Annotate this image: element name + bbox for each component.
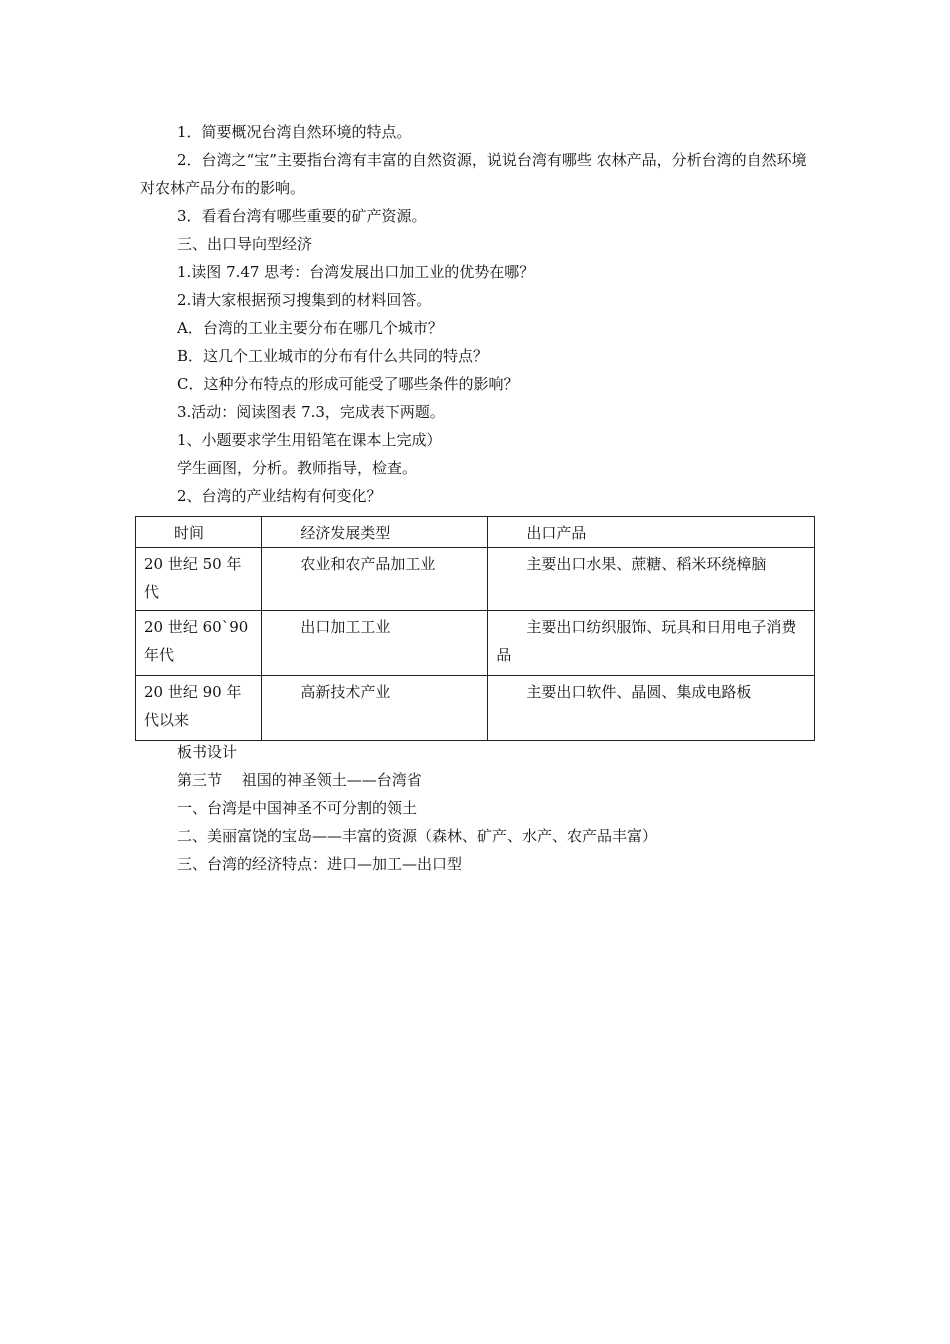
table-row	[136, 611, 815, 676]
industry-structure-table	[135, 516, 815, 741]
table-cell-products: 主要出口软件、晶圆、集成电路板	[488, 676, 815, 741]
section-3-sub-1-note: 学生画图，分析。教师指导，检查。	[177, 459, 418, 477]
section-3-item-a: A．台湾的工业主要分布在哪几个城市？	[177, 319, 443, 337]
table-cell-products: 主要出口水果、蔗糖、稻米环绕樟脑	[488, 548, 815, 611]
table-cell-type: 农业和农产品加工业	[262, 548, 488, 611]
section-3-item-c: C．这种分布特点的形成可能受了哪些条件的影响？	[177, 375, 519, 393]
table-cell-time: 20 世纪 50 年代	[136, 548, 262, 611]
board-point-3: 三、台湾的经济特点：进口—加工—出口型	[177, 855, 463, 873]
table-cell-products: 主要出口纺织服饰、玩具和日用电子消费品	[488, 611, 815, 676]
board-point-1: 一、台湾是中国神圣不可分割的领土	[177, 799, 418, 817]
board-section: 第三节 祖国的神圣领土——台湾省	[177, 771, 422, 789]
section-3-item-b: B．这几个工业城市的分布有什么共同的特点？	[177, 347, 489, 365]
section-3-sub-2: 2、台湾的产业结构有何变化？	[177, 487, 382, 505]
table-cell-type: 出口加工工业	[262, 611, 488, 676]
table-row	[136, 676, 815, 741]
board-title: 板书设计	[177, 743, 238, 761]
table-header-time: 时间	[136, 517, 262, 548]
section-3-item-2: 2.请大家根据预习搜集到的材料回答。	[177, 291, 432, 309]
table-cell-time: 20 世纪 90 年代以来	[136, 676, 262, 741]
section-3-item-1: 1.读图 7.47 思考：台湾发展出口加工业的优势在哪？	[177, 263, 535, 281]
board-point-2: 二、美丽富饶的宝岛——丰富的资源（森林、矿产、水产、农产品丰富）	[177, 827, 658, 845]
question-2: 2．台湾之“宝”主要指台湾有丰富的自然资源，说说台湾有哪些 农林产品，分析台湾的自然环境对农林产品分布的影响。	[140, 151, 807, 197]
section-3-heading: 三、出口导向型经济	[177, 235, 313, 253]
table-header-type: 经济发展类型	[262, 517, 488, 548]
table-cell-time: 20 世纪 60`90 年代	[136, 611, 262, 676]
question-3: 3．看看台湾有哪些重要的矿产资源。	[177, 207, 427, 225]
table-header-products: 出口产品	[488, 517, 815, 548]
section-3-item-3: 3.活动：阅读图表 7.3，完成表下两题。	[177, 403, 445, 421]
question-1: 1．简要概况台湾自然环境的特点。	[177, 123, 412, 141]
table-header-row	[136, 517, 815, 548]
section-3-sub-1: 1、小题要求学生用铅笔在课本上完成）	[177, 431, 442, 449]
board-design	[140, 738, 810, 878]
lesson-content	[140, 118, 810, 510]
table-cell-type: 高新技术产业	[262, 676, 488, 741]
table-row	[136, 548, 815, 611]
